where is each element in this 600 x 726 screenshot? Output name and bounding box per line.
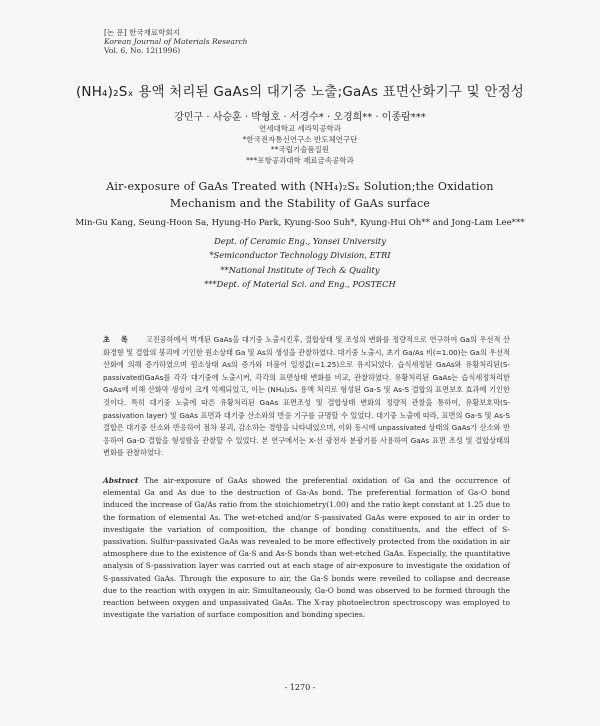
title-korean: (NH₄)₂Sₓ 용액 처리된 GaAs의 대기중 노출;GaAs 표면산화기구 및 안정성 — [75, 84, 525, 100]
affiliation-en-1: Dept. of Ceramic Eng., Yonsei University — [214, 236, 386, 246]
abstract-korean — [103, 334, 510, 460]
journal-volume: Vol. 6, No. 12(1996) — [104, 46, 181, 55]
affiliation-en-3: **National Institute of Tech & Quality — [220, 264, 380, 275]
page-number: - 1270 - — [284, 683, 316, 692]
affiliation-ko-1: 연세대학교 세라믹공학과 — [258, 124, 342, 133]
authors-korean: 강민구 · 사승훈 · 박형호 · 서경수* · 오경희** · 이종람*** — [174, 112, 426, 123]
abstract-en-label: Abstract — [103, 476, 139, 485]
authors-english: Min-Gu Kang, Seung-Hoon Sa, Hyung-Ho Park, Kyung-Soo Suh*, Kyung-Hui Oh** and Jong-Lam Lee*** — [75, 218, 525, 228]
affiliation-ko-4: ***포항공과대학 재료금속공학과 — [246, 155, 354, 165]
abstract-english — [103, 475, 510, 621]
affiliations-korean — [0, 124, 600, 166]
journal-name-en: Korean Journal of Materials Research — [104, 37, 248, 46]
title-en-line-2: Mechanism and the Stability of GaAs surface — [169, 197, 431, 210]
title-en-line-1: Air-exposure of GaAs Treated with (NH₄)₂Sₓ Solution;the Oxidation — [106, 180, 494, 193]
abstract-ko-text: 고진공하에서 벽개된 GaAs을 대기중 노출시킨후, 결합상태 및 조성의 변화를 정량적으로 연구하여 Ga의 우선적 산화경향 및 결합의 붕괴에 기인한 원소상태 Ga 및 As의 생성을 관찰하였다. 대기중 노출시, 초기 Ga/As 비(=1.00)는 Ga의 우선적 산화에 의해 증가하였으며 원소상태 As의 증가와 더불어 일정값(=1.25)으로 유지되었다. 습식세정된 GaAs와 유황처리된(S-passivated)GaAs를 각각 대기중에 노출시켜, 각각의 표면상태 변화를 비교, 관찰하였다. 유황처리된 GaAs는 습식세정처리한 GaAs에 비해 산화막 생성이 크게 억제되었고, 이는 (NH₄)₂Sₓ 용액 처리로 형성된 Ga-S 및 As-S 결합의 표면보호 효과에 기인한 것이다. 특히 대기중 노출에 따른 유황처리된 GaAs 표면조성 및 결합상태 변화의 정량적 관찰을 통하여, 유황보호막(S-passivation layer) 및 GaAs 표면과 대기중 산소와의 반응 기구를 규명할 수 있었다. 대기중 노출에 따라, 표면의 Ga-S 및 As-S 결합은 대기중 산소와 반응하여 점차 붕괴, 감소하는 경향을 나타내었으며, 이와 동시에 unpassivated 상태의 GaAs가 산소와 반응하여 Ga-O 결합을 형성함을 관찰할 수 있었다. 본 연구에서는 X-선 광전자 분광기를 사용하여 GaAs 표면 조성 및 결합상태의 변화를 관찰하였다. — [103, 335, 510, 458]
affiliations-english — [0, 234, 600, 291]
affiliation-en-4: ***Dept. of Material Sci. and Eng., POSTECH — [204, 278, 396, 289]
journal-header — [104, 28, 247, 55]
title-english — [0, 178, 600, 212]
affiliation-en-2: *Semiconductor Technology Division, ETRI — [209, 250, 391, 261]
abstract-ko-label: 초 록 — [103, 335, 132, 344]
journal-tag: [논 문] 한국재료학회지 — [104, 28, 180, 37]
abstract-en-text: The air-exposure of GaAs showed the preferential oxidation of Ga and the occurrence of elemental Ga and As due to the destruction of Ga-As bond. The preferential formation of Ga-O bond induced the increase of Ga/As ratio from the stoichiometry(1.00) and the ratio kept constant at 1.25 due to the formation of elemental As. The wet-etched and/or S-passivated GaAs were exposed to air in order to investigate the variation of composition, the change of bonding constituents, and the effect of S-passivation. Sulfur-passivated GaAs was revealed to be more effectively protected from the oxidation in air atmosphere due to the existence of Ga-S and As-S bonds than wet-etched GaAs. Especially, the quantitative analysis of S-passivation layer was carried out at each stage of air-exposure to investigate the oxidation of S-passivated GaAs. Through the exposure to air, the Ga-S bonds were reveiled to collapse and decrease due to the reaction with oxygen in air. Simultaneously, Ga-O bond was observed to be formed through the reaction between oxygen and unpassivated GaAs. The X-ray photoelectron spectroscopy was employed to investigate the variation of surface composition and bonding species. — [103, 476, 510, 620]
affiliation-ko-3: **국립기술품질원 — [270, 145, 330, 154]
affiliation-ko-2: *한국전자통신연구소 반도체연구단 — [242, 134, 358, 144]
